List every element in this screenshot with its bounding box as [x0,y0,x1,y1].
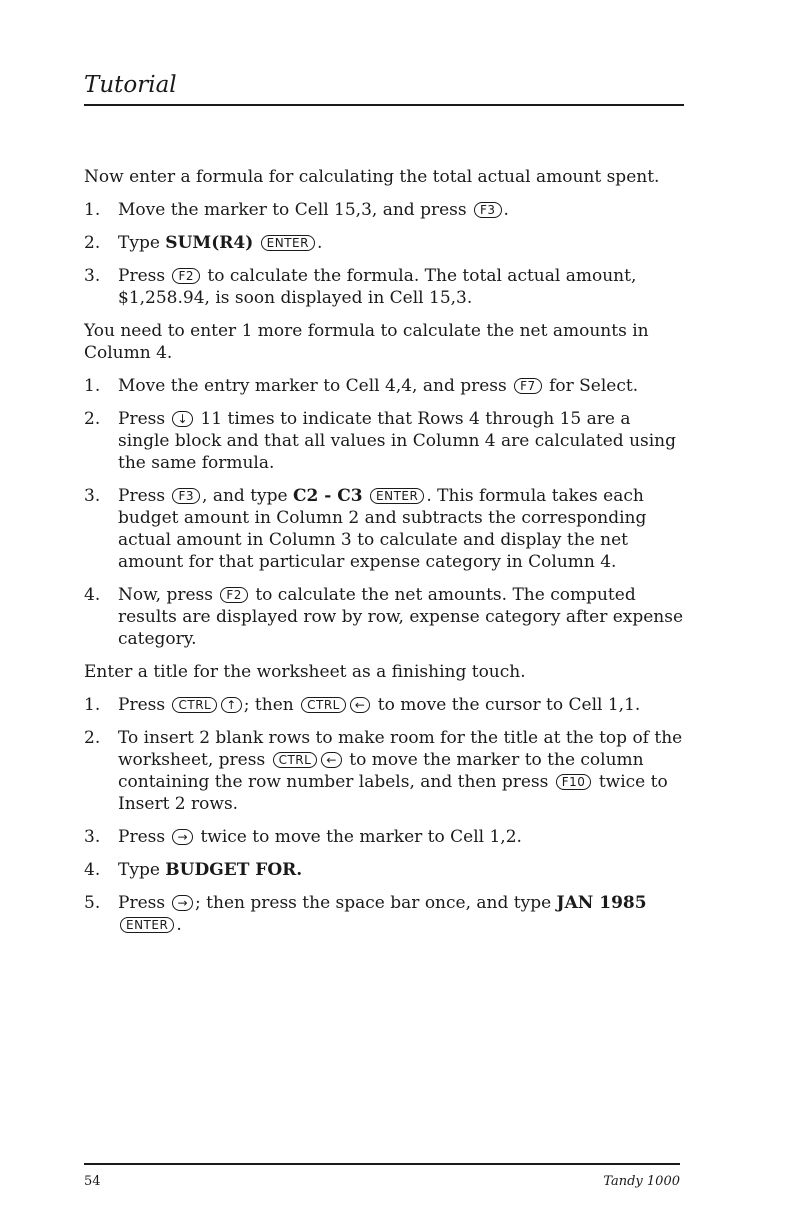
step-text: Press [118,486,171,506]
list-item [84,826,684,848]
footer-rule [84,1163,680,1165]
page-content [84,166,684,947]
key-f10-icon: F10 [556,774,592,790]
step-number: 1. [84,376,101,396]
list-item [84,485,684,573]
step-text: Press [118,893,171,913]
list-item [84,232,684,254]
step-text: ; then [243,695,300,715]
key-f3-icon: F3 [172,488,200,504]
step-text: To insert 2 blank rows to make room for the title at the top of the worksheet, press [118,728,683,770]
step-text: Move the marker to Cell 15,3, and press [118,200,472,220]
step-text: to move the marker to the column containing the row number labels, and then press [118,750,644,792]
step-text: Type [118,860,166,880]
step-text: Press [118,827,171,847]
key-f3-icon: F3 [474,202,502,218]
arrow-up-key-icon: ↑ [221,697,242,713]
step-text: twice to Insert 2 rows. [118,772,668,814]
arrow-left-key-icon: ← [321,752,342,768]
step-text: Now, press [118,585,219,605]
step-number: 2. [84,728,101,748]
key-f2-icon: F2 [172,268,200,284]
arrow-left-key-icon: ← [350,697,371,713]
step-text: Type [118,233,166,253]
step-text: Press [118,695,171,715]
step-text: for Select. [543,376,639,396]
typed-input: BUDGET FOR. [165,860,303,880]
step-number: 1. [84,695,101,715]
list-item [84,892,684,936]
step-text: . [316,233,323,253]
list-item [84,265,684,309]
step-text: twice to move the marker to Cell 1,2. [195,827,522,847]
section1-steps [84,199,684,309]
step-number: 3. [84,266,101,286]
step-number: 3. [84,486,101,506]
step-text: Press [118,266,171,286]
typed-input: SUM(R4) [165,233,254,253]
key-enter-icon: ENTER [370,488,424,504]
list-item [84,584,684,650]
list-item [84,375,684,397]
key-f7-icon: F7 [514,378,542,394]
typed-input: JAN 1985 [556,893,647,913]
header-rule [84,104,684,106]
section2-intro: You need to enter 1 more formula to calculate the net amounts in Column 4. [84,321,649,363]
step-text: ; then press the space bar once, and type [195,893,557,913]
step-text: Move the entry marker to Cell 4,4, and press [118,376,513,396]
step-text: to calculate the net amounts. The computed results are displayed row by row, expense category after expense category. [118,585,684,649]
key-enter-icon: ENTER [120,917,174,933]
step-text: to calculate the formula. The total actual amount, $1,258.94, is soon displayed in Cell 15,3. [118,266,637,308]
step-text: . This formula takes each budget amount in Column 2 and subtracts the corresponding actual amount in Column 3 to calculate and display the net amount for that particular expense category in Column 4. [118,486,647,572]
footer-brand: Tandy 1000 [603,1174,680,1189]
list-item [84,694,684,716]
typed-input: C2 - C3 [293,486,363,506]
step-number: 4. [84,860,101,880]
key-ctrl-icon: CTRL [172,697,217,713]
key-ctrl-icon: CTRL [273,752,318,768]
list-item [84,199,684,221]
step-number: 2. [84,233,101,253]
step-number: 2. [84,409,101,429]
list-item [84,727,684,815]
section3-intro: Enter a title for the worksheet as a finishing touch. [84,662,526,682]
list-item [84,408,684,474]
key-f2-icon: F2 [220,587,248,603]
section2-steps [84,375,684,650]
key-ctrl-icon: CTRL [301,697,346,713]
page-header-title: Tutorial [84,72,177,98]
step-text: . [176,915,182,935]
page-number: 54 [84,1174,101,1189]
section1-intro: Now enter a formula for calculating the total actual amount spent. [84,167,660,187]
step-text: 11 times to indicate that Rows 4 through 15 are a single block and that all values in Column 4 are calculated using the same formula. [118,409,677,473]
arrow-down-key-icon: ↓ [172,411,193,427]
list-item [84,859,684,881]
step-text: . [503,200,509,220]
key-enter-icon: ENTER [261,235,315,251]
step-number: 1. [84,200,101,220]
step-number: 4. [84,585,101,605]
step-text: to move the cursor to Cell 1,1. [372,695,641,715]
arrow-right-key-icon: → [172,895,193,911]
step-number: 3. [84,827,101,847]
section3-steps [84,694,684,936]
step-text: Press [118,409,171,429]
step-text: , and type [202,486,293,506]
arrow-right-key-icon: → [172,829,193,845]
step-number: 5. [84,893,101,913]
